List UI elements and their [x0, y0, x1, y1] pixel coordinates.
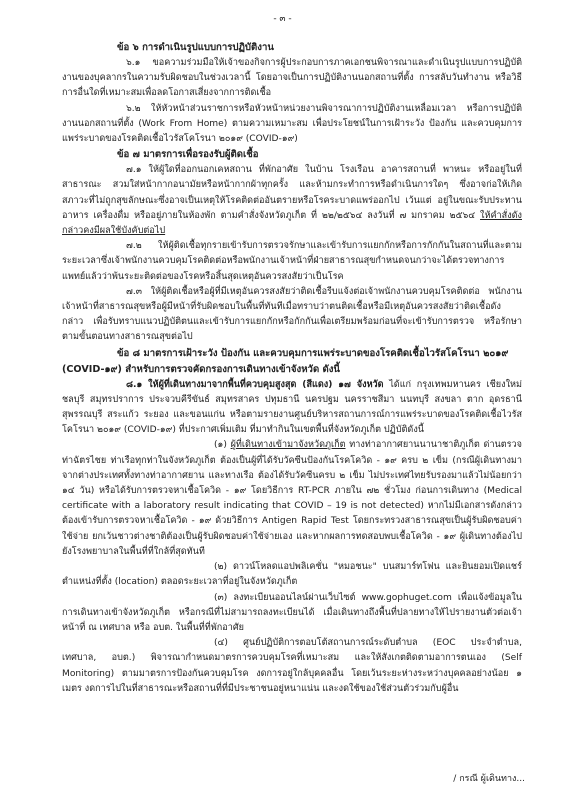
- paragraph-7-1-underlined: ให้คำสั่งดังกล่าวคงมีผลใช้บังคับต่อไป: [62, 210, 522, 237]
- item-8-1-1-text: ทางท่าอากาศยานนานาชาติภูเก็ต ด่านตรวจท่าฉัตรไชย ท่าเรือทุกท่าในจังหวัดภูเก็ต ต้องเป็นผู้ที่ได้รับวัคซีนป้องกันโรคโควิด - ๑๙ ครบ ๒ เข็ม (กรณีผู้เดินทางมาจากต่างประเทศทั้งทางท่าอากาศยาน และทางเรือ ต้องได้รับวัคซีนครบ ๒ เข็ม ไม่ประเทศไทยรับรองมาแล้วไม่น้อยกว่า ๑๔ วัน) หรือได้รับการตรวจหาเชื้อโควิด - ๑๙ โดยวิธีการ RT-PCR ภายใน ๗๒ ชั่วโมง ก่อนการเดินทาง (Medical certificate with a laboratory result indicating that COVID – 19 is not detected) หากไม่มีเอกสารดังกล่าว ต้องเข้ารับการตรวจหาเชื้อโควิด - ๑๙ ด้วยวิธีการ Antigen Rapid Test โดยกระทรวงสาธารณสุขเป็นผู้รับผิดชอบค่าใช้จ่าย ยกเว้นชาวต่างชาติต้องเป็นผู้รับผิดชอบค่าใช้จ่ายเอง และหากผลการทดสอบพบเชื้อโควิด - ๑๙ ผู้เดินทางต้องไปยังโรงพยาบาลในพื้นที่ที่ใกล้ที่สุดทันที: [62, 440, 522, 557]
- paragraph-6-1: ๖.๑ ขอความร่วมมือให้เจ้าของกิจการผู้ประกอบการภาคเอกชนพิจารณาและดำเนินรูปแบบการปฏิบัติงานของบุคลากรในความรับผิดชอบในช่วงเวลานี้ โดยอาจเป็นการปฏิบัติงานนอกสถานที่ตั้ง การสลับวันทำงาน หรือวิธีการอื่นใดที่เหมาะสมเพื่อลดโอกาสเสี่ยงจากการติดเชื้อ: [62, 58, 522, 99]
- paragraph-8-1-bold: ๘.๑ ให้ผู้ที่เดินทางมาจากพื้นที่ควบคุมสูงสุด (สีแดง) ๑๗ จังหวัด: [126, 379, 384, 390]
- paragraph-8-1-2: [62, 560, 522, 590]
- paragraph-6-2: ๖.๒ ให้หัวหน้าส่วนราชการหรือหัวหน้าหน่วยงานพิจารณาการปฏิบัติงานเหลื่อมเวลา หรือการปฏิบัติงานนอกสถานที่ตั้ง (Work From Home) ตามความเหมาะสม เพื่อประโยชน์ในการเฝ้าระวัง ป้องกัน และควบคุมการ แพร่ระบาดของโรคติดเชื้อไวรัสโคโรนา ๒๐๑๙ (COVID-๑๙): [62, 103, 522, 145]
- paragraph-8-1: [62, 378, 522, 439]
- paragraph-8-1-1: [62, 438, 522, 560]
- paragraph-7-2: ๗.๒ ให้ผู้ติดเชื้อทุกรายเข้ารับการตรวจรักษาและเข้ารับการแยกกักหรือการกักกันในสถานที่และตามระยะเวลาซึ่งเจ้าพนักงานควบคุมโรคติดต่อหรือพนักงานเจ้าหน้าที่ฝ่ายสาธารณสุขกำหนดจนกว่าจะได้ตรวจทางการแพทย์แล้วว่าพ้นระยะติดต่อของโรคหรือสิ้นสุดเหตุอันควรสงสัยว่าเป็นโรค: [62, 241, 522, 282]
- section-heading-7: ข้อ ๗ มาตรการเพื่อรองรับผู้ติดเชื้อ: [117, 149, 259, 161]
- item-8-1-1-marker: (๑): [214, 440, 227, 451]
- continuation-note: / กรณี ผู้เดินทาง...: [453, 774, 525, 784]
- section-heading-8: ข้อ ๘ มาตรการเฝ้าระวัง ป้องกัน และควบคุมการแพร่ระบาดของโรคติดเชื้อไวรัสโคโรนา ๒๐๑๙: [117, 347, 509, 359]
- document-body: [62, 40, 522, 697]
- item-8-1-2-marker: (๒): [214, 562, 228, 573]
- paragraph-8-1-4: [62, 636, 522, 697]
- section-heading-8-cont: (COVID-๑๙) สำหรับการตรวจคัดกรองการเดินทางเข้าจังหวัด ดังนี้: [62, 363, 340, 375]
- section-heading-6: ข้อ ๖ การดำเนินรูปแบบการปฏิบัติงาน: [117, 42, 274, 53]
- paragraph-8-1-text: ได้แก่ กรุงเทพมหานคร เชียงใหม่ ชลบุรี สมุทรปราการ ประจวบคีรีขันธ์ สมุทรสาคร ปทุมธานี นครปฐม นครราชสีมา นนทบุรี สงขลา ตาก อุดรธานี สุพรรณบุรี สระแก้ว ระยอง และขอนแก่น หรือตามรายงานศูนย์บริหารสถานการณ์การแพร่ระบาดของโรคติดเชื้อไวรัสโคโรนา ๒๐๑๙ (COVID-๑๙) ที่ประกาศเพิ่มเติม ที่มาทำกินในเขตพื้นที่จังหวัดภูเก็ต ปฏิบัติดังนี้: [62, 379, 523, 436]
- item-8-1-3-text: ลงทะเบียนออนไลน์ผ่านเว็บไซต์ www.gophuget.com เพื่อแจ้งข้อมูลในการเดินทางเข้าจังหวัดภูเก็ต หรือกรณีที่ไม่สามารถลงทะเบียนได้ เมื่อเดินทางถึงพื้นที่ปลายทางให้ไปรายงานตัวต่อเจ้าหน้าที่ ณ เทศบาล หรือ อบต. ในพื้นที่ที่พักอาศัย: [62, 592, 522, 633]
- paragraph-7-3: ๗.๓ ให้ผู้ติดเชื้อหรือผู้ที่มีเหตุอันควรสงสัยว่าติดเชื้อรีบแจ้งต่อเจ้าพนักงานควบคุมโรคติดต่อ พนักงานเจ้าหน้าที่สาธารณสุขหรือผู้มีหน้าที่รับผิดชอบในพื้นที่ทันทีเมื่อทราบว่าตนติดเชื้อหรือมีเหตุอันควรสงสัยว่าติดเชื้อดังกล่าว เพื่อรับทราบแนวปฏิบัติตนและเข้ารับการแยกกักหรือกักกันเพื่อเตรียมพร้อมก่อนที่จะเข้ารับการตรวจ หรือรักษาตามขั้นตอนทางสาธารณสุขต่อไป: [62, 286, 522, 343]
- item-8-1-4-marker: (๔): [214, 638, 228, 649]
- paragraph-7-1-text: ๗.๑ ให้ผู้ใดที่ออกนอกเคหสถาน ที่พักอาศัย ในบ้าน โรงเรือน อาคารสถานที่ พาหนะ หรืออยู่ในที่สาธารณะ สวมใส่หน้ากากอนามัยหรือหน้ากากผ้าทุกครั้ง และห้ามกระทำการหรือดำเนินการใดๆ ซึ่งอาจก่อให้เกิดสภาวะที่ไม่ถูกสุขลักษณะซึ่งอาจเป็นเหตุให้โรคติดต่ออันตรายหรือโรคระบาดแพร่ออกไป เว้นแต่ อยู่ในขณะรับประทานอาหาร เครื่องดื่ม หรืออยู่ภายในห้องพัก ตามคำสั่งจังหวัดภูเก็ต ที่ ๒๒/๒๕๖๔ ลงวันที่ ๗ มกราคม ๒๕๖๔: [62, 165, 522, 221]
- item-8-1-3-marker: (๓): [214, 592, 228, 603]
- page-number: - ๓ -: [273, 14, 292, 24]
- item-8-1-2-text: ดาวน์โหลดแอปพลิเคชั่น "หมอชนะ" บนสมาร์ทโฟน และยินยอมเปิดแชร์ตำแหน่งที่ตั้ง (location) ตลอดระยะเวลาที่อยู่ในจังหวัดภูเก็ต: [62, 562, 522, 588]
- paragraph-7-1: [62, 163, 522, 239]
- item-8-1-1-underlined: ผู้ที่เดินทางเข้ามาจังหวัดภูเก็ต: [230, 440, 346, 451]
- item-8-1-4-text: ศูนย์ปฏิบัติการตอบโต้สถานการณ์ระดับตำบล (EOC ประจำตำบล, เทศบาล, อบต.) พิจารณากำหนดมาตรการควบคุมโรคที่เหมาะสม และให้สังเกตติดตามอาการตนเอง (Self Monitoring) ตามมาตรการป้องกันควบคุมโรค งดการอยู่ใกล้บุคคลอื่น โดยเว้นระยะห่างระหว่างบุคคลอย่างน้อย ๑ เมตร งดการไปในที่สาธารณะหรือสถานที่ที่มีประชาชนอยู่หนาแน่น และงดใช้ของใช้ส่วนตัวร่วมกับผู้อื่น: [62, 638, 522, 694]
- paragraph-8-1-3: [62, 591, 522, 637]
